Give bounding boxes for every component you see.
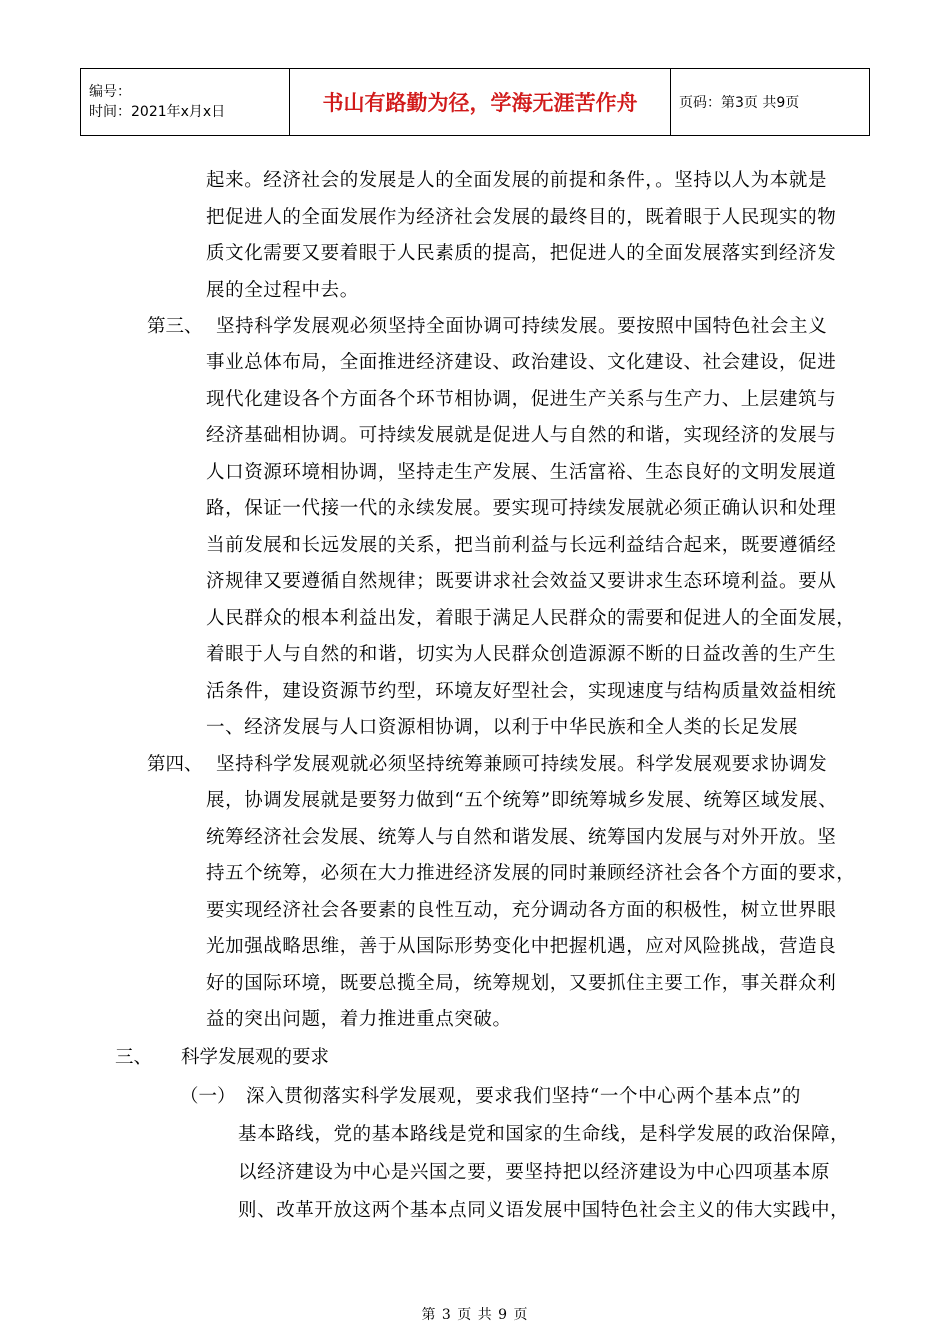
paragraph-line: 要实现经济社会各要素的良性互动，充分调动各方面的积极性，树立世界眼 [206,900,837,921]
number-label: 编号： [89,84,131,100]
paragraph-line: 事业总体布局，全面推进经济建设、政治建设、文化建设、社会建设，促进 [206,352,837,373]
paragraph-line: 坚持科学发展观必须坚持全面协调可持续发展。要按照中国特色社会主义 [216,316,828,337]
paragraph-line: 益的突出问题，着力推进重点突破。 [206,1009,512,1030]
paragraph-line: 现代化建设各个方面各个环节相协调，促进生产关系与生产力、上层建筑与 [206,389,837,410]
paragraph-line: 持五个统筹，必须在大力推进经济发展的同时兼顾经济社会各个方面的要求， [206,863,856,884]
paragraph-line: 统筹经济社会发展、统筹人与自然和谐发展、统筹国内发展与对外开放。坚 [206,827,837,848]
header-motto: 书山有路勤为径，学海无涯苦作舟 [290,69,671,136]
header-meta [81,69,290,136]
paragraph-line: 人民群众的根本利益出发，着眼于满足人民群众的需要和促进人的全面发展， [206,608,856,629]
item-label-fourth: 第四、 [147,754,203,775]
section-title: 科学发展观的要求 [181,1047,330,1068]
paragraph-line: 展，协调发展就是要努力做到“五个统筹”即统筹城乡发展、统筹区域发展、 [206,790,838,811]
paragraph-line: 起来。经济社会的发展是人的全面发展的前提和条件，。坚持以人为本就是 [206,170,828,191]
paragraph-line: 展的全过程中去。 [206,280,359,301]
header-page-code: 页码：第3页 共9页 [671,69,870,136]
time-label: 时间：2021年x月x日 [89,104,226,120]
document-header [80,68,870,136]
item-label-one: （一） [180,1086,236,1107]
paragraph-line: 基本路线，党的基本路线是党和国家的生命线，是科学发展的政治保障， [238,1124,850,1145]
paragraph-line: 则、改革开放这两个基本点同义语发展中国特色社会主义的伟大实践中， [238,1200,850,1221]
paragraph-line: 人口资源环境相协调，坚持走生产发展、生活富裕、生态良好的文明发展道 [206,462,837,483]
paragraph-line: 一、经济发展与人口资源相协调，以利于中华民族和全人类的长足发展 [206,717,799,738]
paragraph-line: 活条件，建设资源节约型，环境友好型社会，实现速度与结构质量效益相统 [206,681,837,702]
paragraph-line: 深入贯彻落实科学发展观，要求我们坚持“一个中心两个基本点”的 [246,1086,801,1107]
paragraph-line: 路，保证一代接一代的永续发展。要实现可持续发展就必须正确认识和处理 [206,498,837,519]
paragraph-line: 好的国际环境，既要总揽全局，统筹规划，又要抓住主要工作，事关群众利 [206,973,837,994]
paragraph-line: 质文化需要又要着眼于人民素质的提高，把促进人的全面发展落实到经济发 [206,243,837,264]
paragraph-line: 着眼于人与自然的和谐，切实为人民群众创造源源不断的日益改善的生产生 [206,644,837,665]
paragraph-line: 把促进人的全面发展作为经济社会发展的最终目的，既着眼于人民现实的物 [206,207,837,228]
item-label-third: 第三、 [147,316,203,337]
page-footer: 第 3 页 共 9 页 [421,1307,529,1323]
paragraph-line: 以经济建设为中心是兴国之要，要坚持把以经济建设为中心四项基本原 [238,1162,831,1183]
paragraph-line: 光加强战略思维，善于从国际形势变化中把握机遇，应对风险挑战，营造良 [206,936,837,957]
section-number: 三、 [115,1047,153,1068]
paragraph-line: 坚持科学发展观就必须坚持统筹兼顾可持续发展。科学发展观要求协调发 [216,754,828,775]
paragraph-line: 济规律又要遵循自然规律；既要讲求社会效益又要讲求生态环境利益。要从 [206,571,837,592]
paragraph-line: 经济基础相协调。可持续发展就是促进人与自然的和谐，实现经济的发展与 [206,425,837,446]
paragraph-line: 当前发展和长远发展的关系，把当前利益与长远利益结合起来，既要遵循经 [206,535,837,556]
